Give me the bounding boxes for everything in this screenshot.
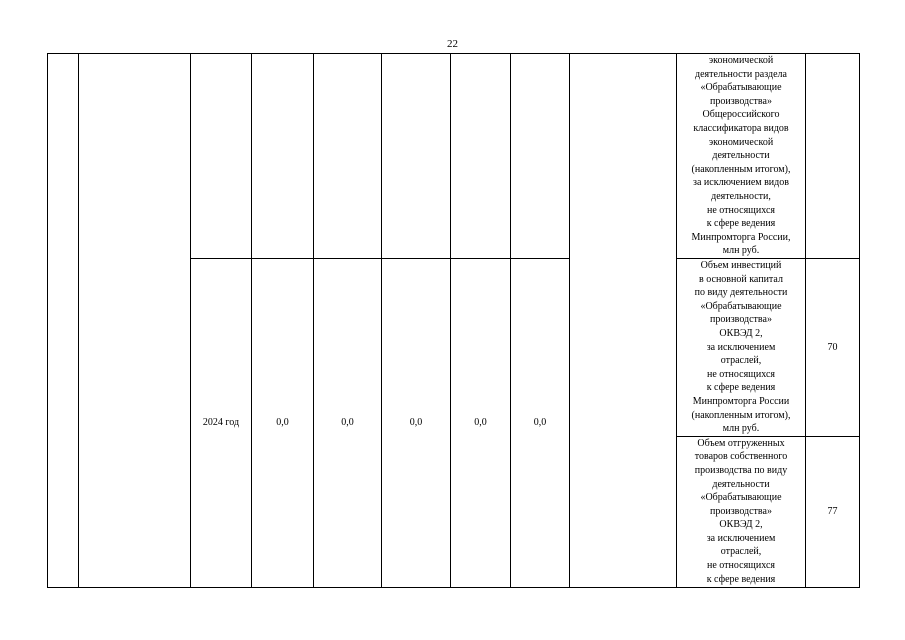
indicator-2-line: товаров собственного — [694, 451, 788, 463]
indicator-1-line: (накопленным итогом), — [691, 409, 791, 421]
indicator-0-line: экономической — [708, 55, 774, 66]
indicator-1-line: «Обрабатывающие — [700, 300, 782, 312]
empty-cell-v3-top — [382, 54, 451, 259]
indicator-0-line: (накопленным итогом), — [691, 163, 791, 175]
value-cell-5: 0,0 — [511, 259, 570, 588]
indicator-description-0 — [677, 54, 806, 259]
indicator-1-line: Минпромторга России — [692, 395, 790, 407]
indicator-2-line: отраслей, — [720, 546, 762, 558]
indicator-1-line: к сфере ведения — [706, 382, 776, 394]
value-cell-3: 0,0 — [382, 259, 451, 588]
indicator-1-line: по виду деятельности — [694, 287, 788, 299]
indicator-description-2 — [677, 436, 806, 587]
indicator-2-line: деятельности — [712, 478, 770, 490]
indicator-1-line: ОКВЭД 2, — [719, 327, 763, 339]
empty-cell-name — [79, 54, 191, 588]
empty-cell-executor — [570, 54, 677, 588]
indicator-1-line: в основной капитал — [699, 273, 783, 285]
indicator-2-line: производства» — [710, 505, 772, 517]
indicator-description-1 — [677, 259, 806, 437]
value-cell-1: 0,0 — [252, 259, 314, 588]
indicator-1-line: производства» — [710, 314, 772, 326]
indicator-2-line: к сфере ведения — [706, 573, 776, 585]
indicator-0-line: деятельности раздела — [695, 68, 787, 80]
indicator-2-line: Объем отгруженных — [697, 437, 785, 449]
period-year: 2024 год — [191, 259, 252, 588]
empty-cell-period-top — [191, 54, 252, 259]
indicator-0-line: производства» — [710, 95, 772, 107]
indicator-2-line: не относящихся — [707, 560, 775, 572]
indicator-1-line: не относящихся — [707, 368, 775, 380]
indicator-0-line: за исключением видов — [693, 177, 789, 189]
indicator-1-line: отраслей, — [720, 355, 762, 367]
indicator-1-line: млн руб. — [722, 423, 760, 435]
indicator-0-line: деятельности — [712, 150, 770, 162]
indicator-2-line: ОКВЭД 2, — [719, 519, 763, 531]
indicator-2-line: «Обрабатывающие — [700, 492, 782, 504]
indicator-value-1: 70 — [806, 259, 860, 437]
empty-cell-v1-top — [252, 54, 314, 259]
empty-cell-v4-top — [451, 54, 511, 259]
indicator-1-line: Объем инвестиций — [700, 260, 782, 271]
indicator-2-line: производства по виду — [694, 464, 788, 476]
indicator-value-2: 77 — [806, 436, 860, 587]
indicator-1-line: за исключением — [706, 341, 776, 353]
indicator-0-line: «Обрабатывающие — [700, 82, 782, 94]
indicators-table — [47, 53, 860, 588]
indicator-0-line: млн руб. — [722, 245, 760, 257]
indicator-2-line: за исключением — [706, 532, 776, 544]
indicator-0-line: экономической — [708, 136, 774, 148]
indicator-0-line: не относящихся — [707, 204, 775, 216]
empty-cell-v5-top — [511, 54, 570, 259]
page-number: 22 — [447, 38, 458, 50]
indicator-value-0 — [806, 54, 860, 259]
indicator-0-line: Общероссийского — [702, 109, 780, 121]
indicator-0-line: классификатора видов — [693, 122, 789, 134]
indicator-0-line: деятельности, — [711, 190, 771, 202]
indicator-0-line: к сфере ведения — [706, 218, 776, 230]
value-cell-2: 0,0 — [314, 259, 382, 588]
empty-cell-v2-top — [314, 54, 382, 259]
value-cell-4: 0,0 — [451, 259, 511, 588]
empty-cell-number — [48, 54, 79, 588]
indicator-0-line: Минпромторга России, — [691, 231, 791, 243]
